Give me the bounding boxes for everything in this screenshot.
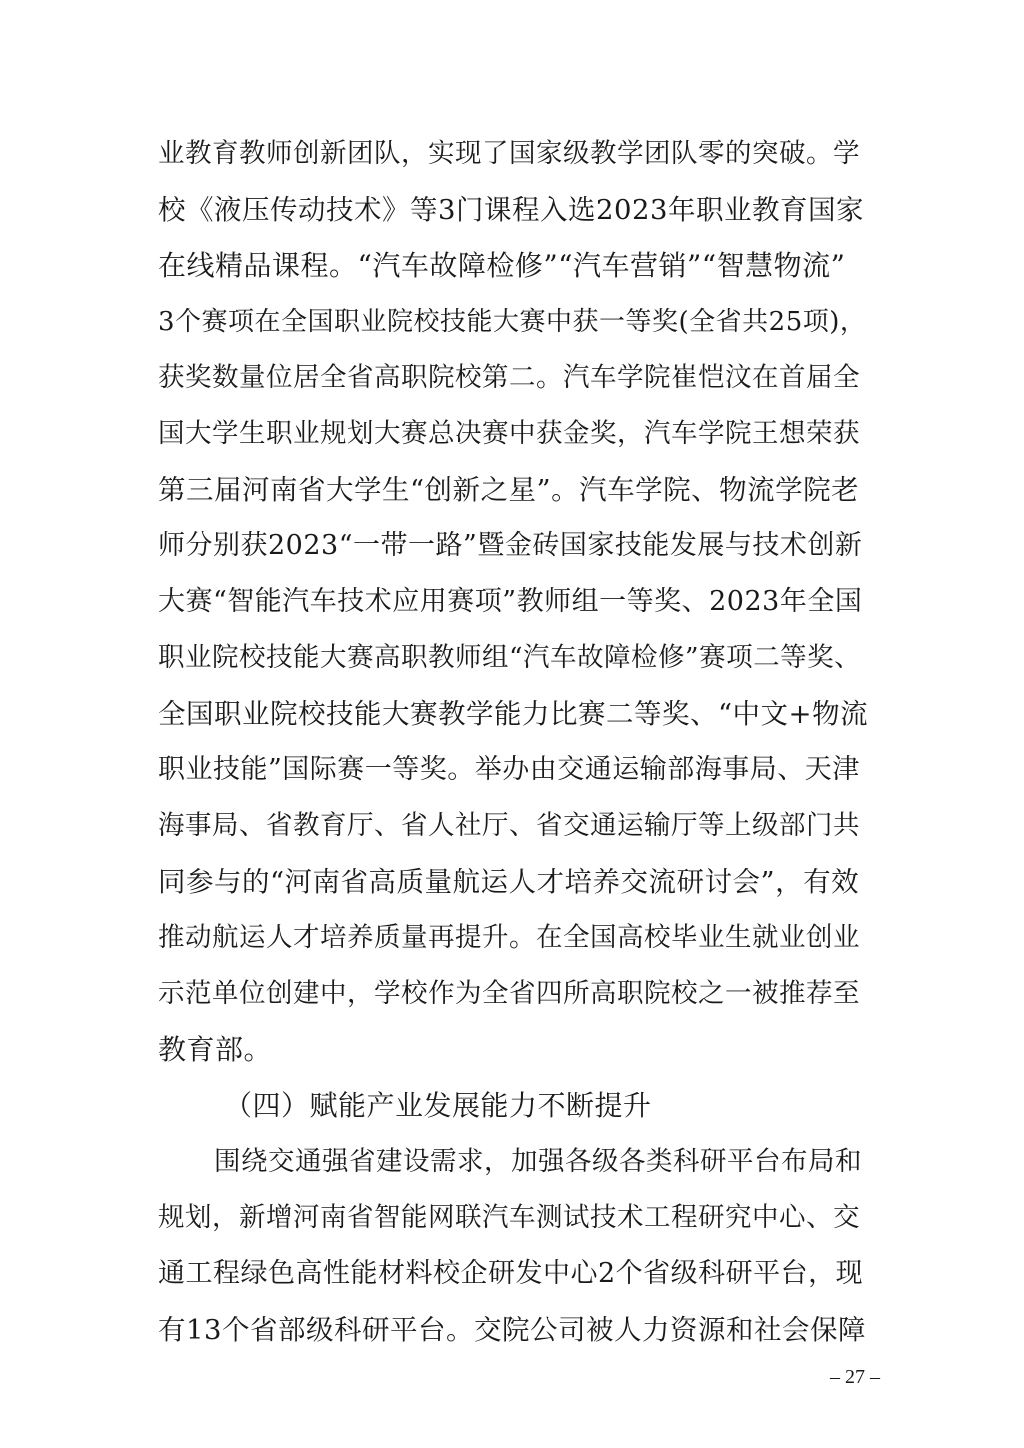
text-line: 推动航运人才培养质量再提升。在全国高校毕业生就业创业 [158,922,860,953]
page-number: – 27 – [830,1366,880,1388]
text-line: 示范单位创建中，学校作为全省四所高职院校之一被推荐至 [158,978,860,1009]
text-line: 国大学生职业规划大赛总决赛中获金奖，汽车学院王想荣获 [158,418,860,449]
text-line: 围绕交通强省建设需求，加强各级各类科研平台布局和 [214,1146,862,1177]
text-line: 3个赛项在全国职业院校技能大赛中获一等奖(全省共25项)， [158,307,867,337]
text-line: 海事局、省教育厅、省人社厅、省交通运输厅等上级部门共 [158,810,860,841]
text-line: 职业院校技能大赛高职教师组“汽车故障检修”赛项二等奖、 [158,642,862,673]
text-line: 第三届河南省大学生“创新之星”。汽车学院、物流学院老 [158,474,860,506]
text-line: 获奖数量位居全省高职院校第二。汽车学院崔恺汶在首届全 [158,362,860,393]
text-line: 在线精品课程。“汽车故障检修”“汽车营销”“智慧物流” [158,249,846,282]
text-line: 校《液压传动技术》等3门课程入选2023年职业教育国家 [158,194,864,226]
text-line: 师分别获2023“一带一路”暨金砖国家技能发展与技术创新 [158,530,863,561]
text-line: 大赛“智能汽车技术应用赛项”教师组一等奖、2023年全国 [158,586,863,617]
section-heading: （四）赋能产业发展能力不断提升 [224,1089,652,1122]
text-line: 全国职业院校技能大赛教学能力比赛二等奖、“中文+物流 [158,698,869,730]
text-line: 同参与的“河南省高质量航运人才培养交流研讨会”，有效 [158,866,860,898]
text-line: 业教育教师创新团队，实现了国家级教学团队零的突破。学 [158,138,860,169]
text-line: 有13个省部级科研平台。交院公司被人力资源和社会保障 [158,1314,866,1346]
text-line: 规划，新增河南省智能网联汽车测试技术工程研究中心、交 [158,1202,860,1233]
text-line: 教育部。 [158,1033,273,1066]
text-line: 通工程绿色高性能材料校企研发中心2个省级科研平台，现 [158,1258,864,1289]
text-line: 职业技能”国际赛一等奖。举办由交通运输部海事局、天津 [158,754,860,785]
